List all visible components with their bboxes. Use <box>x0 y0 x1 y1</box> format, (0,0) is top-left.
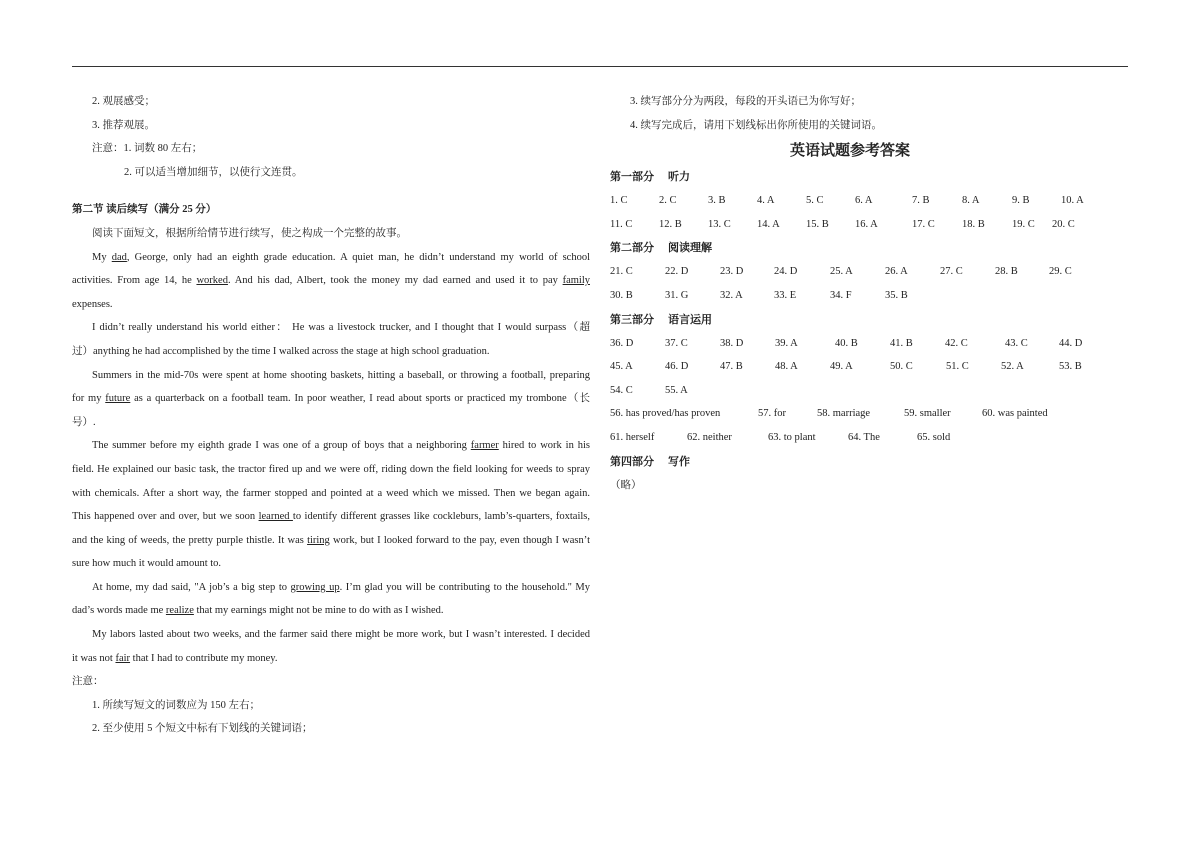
answer-item: 2. C <box>659 195 677 207</box>
keyword: fair <box>115 652 131 664</box>
note-item: 1. 词数 80 左右； <box>123 143 203 155</box>
passage-line: My labors lasted about two weeks, and the farmer said there might be more work, but I wasn’t interested. I decided <box>92 629 590 641</box>
answer-item: 19. C <box>1012 218 1035 230</box>
passage-line: This happened over and over, but we soon learned to identify different grasses like cockleburs, lamb’s-quarters, foxtails, <box>72 511 590 523</box>
note-label: 注意： <box>92 143 124 155</box>
answer-item: 31. G <box>665 289 689 301</box>
answer-item: 15. B <box>806 218 829 230</box>
answer-item: 1. C <box>610 195 628 207</box>
keyword: dad <box>111 251 127 263</box>
answer-item: 53. B <box>1059 361 1082 373</box>
answer-item: 34. F <box>830 289 852 301</box>
answer-item: 39. A <box>775 337 798 349</box>
answer-row <box>610 284 1090 308</box>
answer-item: 47. B <box>720 361 743 373</box>
task-item: 3. 推荐观展。 <box>92 119 155 131</box>
keyword: farmer <box>470 440 499 452</box>
keyword: tiring <box>307 534 330 546</box>
note-item: 4. 续写完成后，请用下划线标出你所使用的关键词语。 <box>630 119 882 131</box>
passage-line: and the king of weeds, the pretty purple thistle. It was tiring work, but I looked forward to the pay, even though I wasn’t <box>72 534 590 546</box>
passage-line: activities. From age 14, he worked. And his dad, Albert, took the money my dad earned and used it to pay family <box>72 275 590 287</box>
answer-item: 14. A <box>757 218 780 230</box>
answer-item: 62. neither <box>687 431 732 443</box>
answer-row <box>610 355 1090 379</box>
right-column <box>610 90 1090 497</box>
answer-row <box>610 189 1090 213</box>
answer-row <box>610 402 1090 426</box>
answer-item: 49. A <box>830 361 853 373</box>
passage-line: dad’s words made me realize that my earnings might not be mine to do with as I wished. <box>72 605 444 617</box>
answer-item: 64. The <box>848 431 880 443</box>
passage-line: 过）anything he had accomplished by the time I walked across the stage at high school graduation. <box>72 345 490 357</box>
answer-item: 17. C <box>912 218 935 230</box>
answer-item: 26. A <box>885 266 908 278</box>
answer-item: 22. D <box>665 266 689 278</box>
answer-item: 63. to plant <box>768 431 816 443</box>
keyword: learned <box>258 511 293 523</box>
answer-item: 9. B <box>1012 195 1030 207</box>
part4-note: （略） <box>610 479 642 491</box>
answer-item: 4. A <box>757 195 775 207</box>
answer-item: 11. C <box>610 218 633 230</box>
part-heading: 第四部分 写作 <box>610 455 690 468</box>
passage-line: Summers in the mid-70s were spent at home shooting baskets, hitting a baseball, or throwing a football, preparing <box>92 369 590 381</box>
keyword: worked <box>196 275 228 287</box>
answer-item: 33. E <box>774 289 797 301</box>
answer-item: 10. A <box>1061 195 1084 207</box>
passage-line: sure how much it would amount to. <box>72 558 222 570</box>
answer-item: 65. sold <box>917 431 951 443</box>
passage-line: I didn’t really understand his world either： He was a livestock trucker, and I thought that I would surpass（超 <box>92 322 590 334</box>
task-item: 2. 观展感受； <box>92 96 155 107</box>
part-heading: 第三部分 语言运用 <box>610 313 712 326</box>
passage-line: At home, my dad said, "A job’s a big step to growing up. I’m glad you will be contributing to the household." My <box>92 581 590 593</box>
answer-item: 56. has proved/has proven <box>610 408 721 420</box>
answer-item: 12. B <box>659 218 682 230</box>
answer-item: 18. B <box>962 218 985 230</box>
answer-item: 48. A <box>775 361 798 373</box>
answer-item: 55. A <box>665 384 688 396</box>
answer-item: 54. C <box>610 384 633 396</box>
answer-item: 27. C <box>940 266 963 278</box>
answer-item: 13. C <box>708 218 731 230</box>
answer-item: 3. B <box>708 195 726 207</box>
answer-item: 7. B <box>912 195 930 207</box>
answer-item: 8. A <box>962 195 980 207</box>
part-heading: 第二部分 阅读理解 <box>610 242 712 255</box>
answer-item: 60. was painted <box>982 408 1048 420</box>
header-rule <box>72 66 1128 67</box>
answer-row <box>610 213 1090 237</box>
answer-item: 52. A <box>1001 361 1024 373</box>
answer-item: 44. D <box>1059 337 1083 349</box>
note-item: 2. 至少使用 5 个短文中标有下划线的关键词语； <box>92 723 313 735</box>
answer-item: 46. D <box>665 361 689 373</box>
note-label: 注意： <box>72 676 104 688</box>
answer-item: 45. A <box>610 361 633 373</box>
passage-line: The summer before my eighth grade I was one of a group of boys that a neighboring farmer hired to work in his <box>92 440 590 452</box>
keyword: family <box>562 275 590 287</box>
keyword: growing up <box>290 581 340 593</box>
passage-line: for my future as a quarterback on a football team. In poor weather, I read about sports or practiced my trombone（长 <box>72 393 590 405</box>
answer-item: 16. A <box>855 218 878 230</box>
answer-item: 41. B <box>890 337 913 349</box>
answer-item: 51. C <box>946 361 969 373</box>
answer-item: 35. B <box>885 289 908 301</box>
answer-item: 37. C <box>665 337 688 349</box>
note-item: 3. 续写部分分为两段，每段的开头语已为你写好； <box>630 96 861 107</box>
section-title: 第二节 读后续写（满分 25 分） <box>72 204 217 216</box>
answer-item: 50. C <box>890 361 913 373</box>
answer-item: 57. for <box>758 408 786 420</box>
keyword: realize <box>165 605 194 617</box>
answer-item: 38. D <box>720 337 744 349</box>
passage-line: My dad, George, only had an eighth grade education. A quiet man, he didn’t understand my world of school <box>92 251 590 263</box>
answer-group-part2 <box>610 260 1090 307</box>
answer-item: 28. B <box>995 266 1018 278</box>
passage-line: field. He explained our basic task, the tractor fired up and we were off, riding down the field looking for weeds to spray <box>72 463 590 475</box>
answer-item: 6. A <box>855 195 873 207</box>
answer-item: 42. C <box>945 337 968 349</box>
instruction: 阅读下面短文，根据所给情节进行续写，使之构成一个完整的故事。 <box>92 227 407 239</box>
answer-item: 23. D <box>720 266 744 278</box>
answer-row <box>610 332 1090 356</box>
part-heading: 第一部分 听力 <box>610 171 690 184</box>
answer-item: 5. C <box>806 195 824 207</box>
note-item: 2. 可以适当增加细节，以使行文连贯。 <box>124 166 303 178</box>
answer-item: 59. smaller <box>904 408 951 420</box>
note-line <box>72 137 590 161</box>
answer-group-part3 <box>610 332 1090 450</box>
answer-group-part1 <box>610 189 1090 236</box>
passage-line: with chemicals. After a short way, the farmer stopped and pointed at a weed which we missed. Then we began again. <box>72 487 590 499</box>
passage-line: 号）. <box>72 416 96 428</box>
answer-item: 43. C <box>1005 337 1028 349</box>
answer-row <box>610 426 1090 450</box>
keyword: future <box>105 393 131 405</box>
passage-line: expenses. <box>72 298 113 310</box>
answer-item: 25. A <box>830 266 853 278</box>
answer-title: 英语试题参考答案 <box>789 143 910 160</box>
answer-item: 30. B <box>610 289 633 301</box>
note-item: 1. 所续写短文的词数应为 150 左右； <box>92 699 260 711</box>
left-column <box>72 90 590 741</box>
answer-item: 40. B <box>835 337 858 349</box>
answer-item: 61. herself <box>610 431 655 443</box>
answer-row <box>610 260 1090 284</box>
passage-line: it was not fair that I had to contribute my money. <box>72 652 278 664</box>
answer-item: 20. C <box>1052 218 1075 230</box>
answer-item: 21. C <box>610 266 633 278</box>
answer-item: 36. D <box>610 337 634 349</box>
answer-item: 24. D <box>774 266 798 278</box>
answer-item: 58. marriage <box>817 408 871 420</box>
answer-item: 29. C <box>1049 266 1072 278</box>
answer-row <box>610 379 1090 403</box>
answer-item: 32. A <box>720 289 743 301</box>
